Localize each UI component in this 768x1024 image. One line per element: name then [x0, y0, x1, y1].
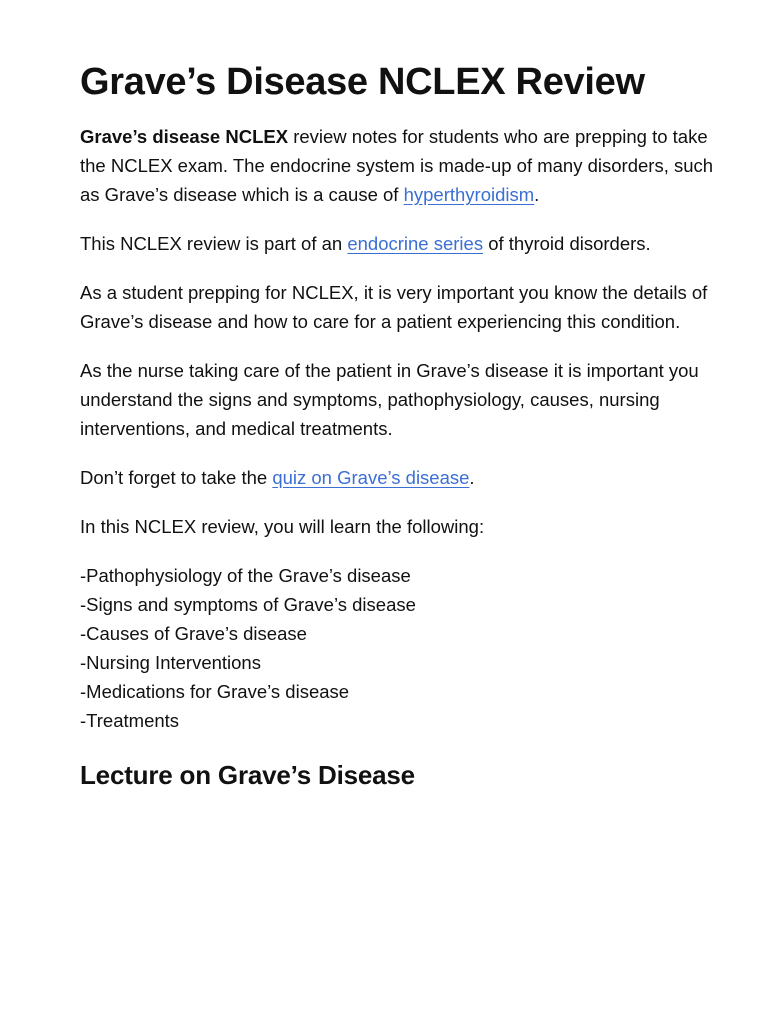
list-item: -Nursing Interventions	[80, 652, 261, 673]
quiz-text: Don’t forget to take the	[80, 467, 273, 488]
intro-paragraph	[80, 122, 720, 209]
quiz-text-end: .	[469, 467, 475, 488]
learn-list	[80, 561, 720, 735]
intro-text: review notes for students who are prepping to take the NCLEX exam. The endocrine system is made-up of many disorders, such as Grave’s disease which is a cause of	[80, 126, 714, 205]
series-text-end: of thyroid disorders.	[483, 233, 651, 254]
endocrine-series-link[interactable]: endocrine series	[347, 233, 484, 254]
list-item: -Signs and symptoms of Grave’s disease	[80, 594, 416, 615]
article	[80, 52, 720, 793]
learn-intro: In this NCLEX review, you will learn the following:	[80, 516, 485, 537]
page-title: Grave’s Disease NCLEX Review	[80, 61, 645, 103]
student-paragraph: As a student prepping for NCLEX, it is very important you know the details of Grave’s disease and how to care for a patient experiencing this condition.	[80, 282, 708, 332]
hyperthyroidism-link[interactable]: hyperthyroidism	[403, 184, 535, 205]
quiz-link[interactable]: quiz on Grave’s disease	[272, 467, 470, 488]
section-heading: Lecture on Grave’s Disease	[80, 760, 415, 790]
series-text: This NCLEX review is part of an	[80, 233, 348, 254]
list-item: -Causes of Grave’s disease	[80, 623, 307, 644]
list-item: -Treatments	[80, 710, 180, 731]
nurse-paragraph: As the nurse taking care of the patient in Grave’s disease it is important you understand the signs and symptoms, pathophysiology, causes, nursing interventions, and medical treatments.	[80, 360, 699, 439]
series-paragraph	[80, 229, 720, 258]
quiz-paragraph	[80, 463, 720, 492]
list-item: -Medications for Grave’s disease	[80, 681, 350, 702]
list-item: -Pathophysiology of the Grave’s disease	[80, 565, 411, 586]
intro-text-end: .	[534, 184, 540, 205]
intro-bold-term: Grave’s disease NCLEX	[80, 126, 289, 147]
